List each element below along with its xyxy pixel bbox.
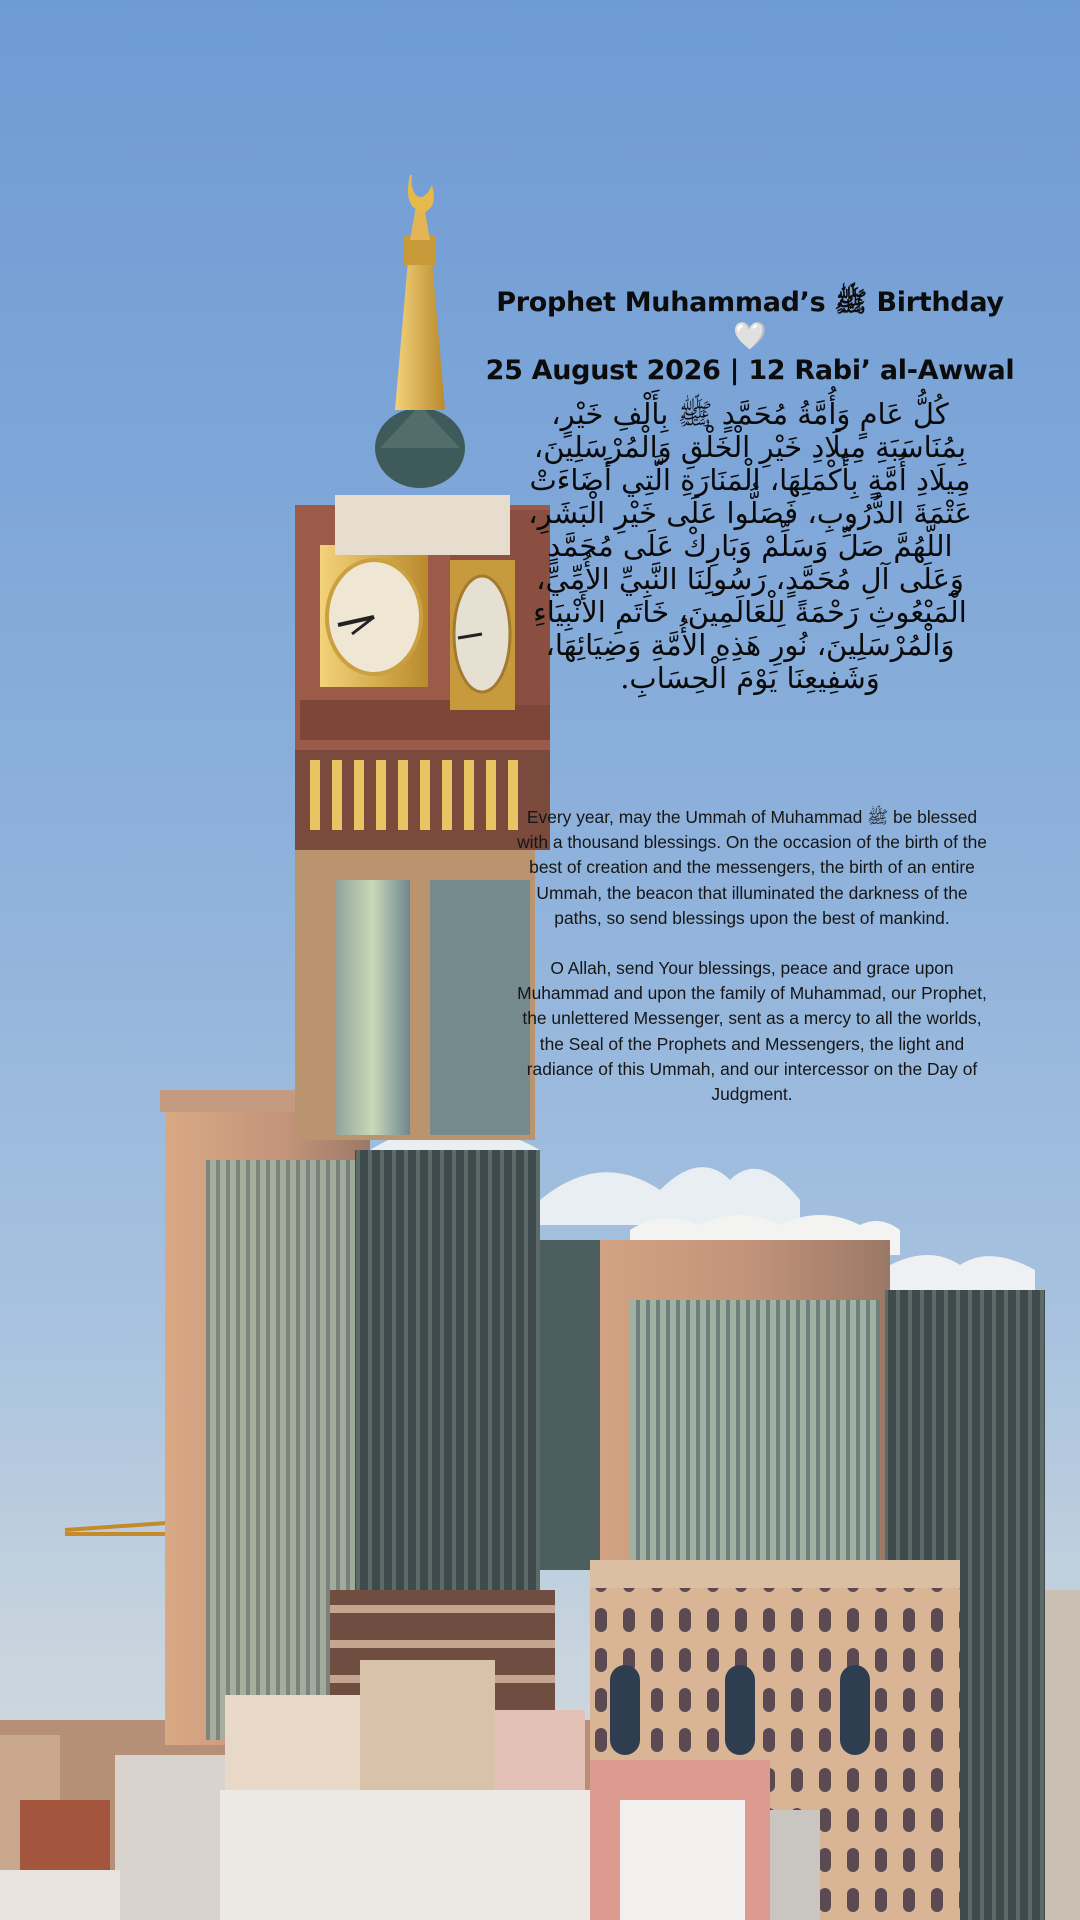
right-center-hotel [540, 1240, 890, 1570]
translation-paragraph-1: Every year, may the Ummah of Muhammad ﷺ be blessed with a thousand blessings. On the occasion of the birth of the best of creation and the messengers, the birth of an entire Ummah, the beacon that illuminated the darkness of the paths, so send blessings upon the best of mankind. [517, 807, 987, 928]
side-clock-face [450, 560, 515, 710]
mid-glass-building [355, 1125, 540, 1600]
post-title [480, 286, 1020, 388]
english-translation [512, 805, 992, 1132]
title-line-date: 25 August 2026 | 12 Rabi’ al-Awwal [485, 355, 1015, 386]
title-line-event: Prophet Muhammad’s ﷺ Birthday 🤍 [496, 287, 1004, 352]
arabic-blessing-text: كُلُّ عَامٍ وَأُمَّةُ مُحَمَّدٍ ﷺ بِأَلْفِ خَيْرٍ، بِمُنَاسَبَةِ مِيلَادِ خَيْرِ الْخَلْقِ وَالْمُرْسَلِينَ، مِيلَادِ أُمَّةٍ بِأَكْمَلِهَا، الْمَنَارَةِ الَّتِي أَضَاءَتْ عَتْمَةَ الدُّرُوبِ، فَصَلُّوا عَلَى خَيْرِ الْبَشَرِ، اللَّهُمَّ صَلِّ وَسَلِّمْ وَبَارِكْ عَلَى مُحَمَّدٍ وَعَلَى آلِ مُحَمَّدٍ، رَسُولِنَا النَّبِيِّ الأُمِّيِّ، الْمَبْعُوثِ رَحْمَةً لِلْعَالَمِينَ، خَاتَمِ الأَنْبِيَاءِ وَالْمُرْسَلِينَ، نُورِ هَذِهِ الأُمَّةِ وَضِيَائِهَا، وَشَفِيعِنَا يَوْمَ الْحِسَابِ. [528, 397, 972, 695]
translation-paragraph-2: O Allah, send Your blessings, peace and grace upon Muhammad and upon the family of Muhammad, our Prophet, the unlettered Messenger, sent as a mercy to all the worlds, the Seal of the Prophets and Messengers, the light and radiance of this Ummah, and our intercessor on the Day of Judgment. [517, 958, 987, 1105]
front-clock-face [320, 545, 428, 687]
